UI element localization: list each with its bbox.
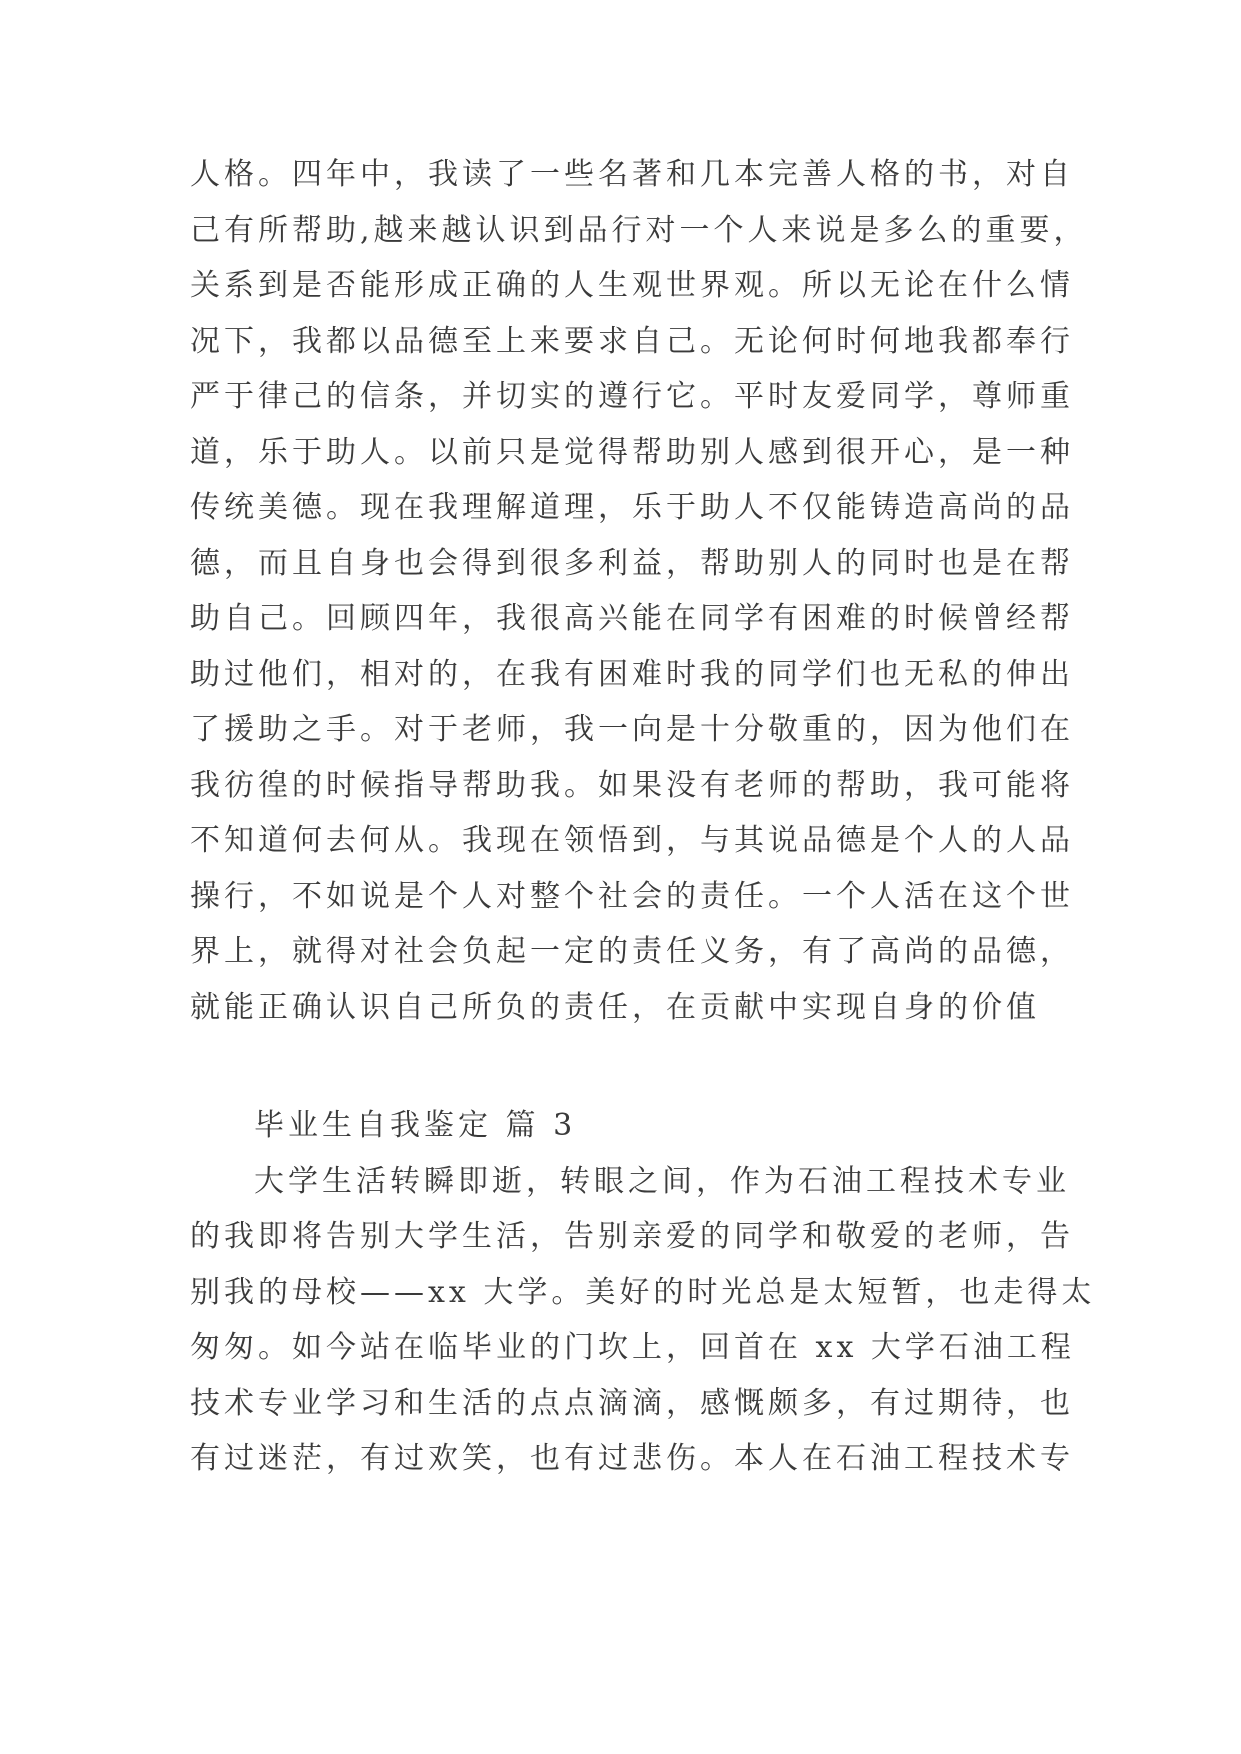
paragraph-line: 助自己。回顾四年，我很高兴能在同学有困难的时候曾经帮 [190,601,1074,636]
paragraph-line: 界上，就得对社会负起一定的责任义务，有了高尚的品德， [190,934,1074,969]
paragraph-line: 助过他们，相对的，在我有困难时我的同学们也无私的伸出 [190,657,1074,692]
paragraph-line: 道，乐于助人。以前只是觉得帮助别人感到很开心，是一种 [190,435,1074,470]
paragraph-line: 有过迷茫，有过欢笑，也有过悲伤。本人在石油工程技术专 [190,1441,1074,1476]
paragraph-line: 了援助之手。对于老师，我一向是十分敬重的，因为他们在 [190,712,1074,747]
paragraph-line: 就能正确认识自己所负的责任，在贡献中实现自身的价值 [190,990,1040,1025]
paragraph-line: 操行，不如说是个人对整个社会的责任。一个人活在这个世 [190,879,1074,914]
paragraph-line: 人格。四年中，我读了一些名著和几本完善人格的书，对自 [190,157,1074,192]
paragraph-line: 技术专业学习和生活的点点滴滴，感慨颇多，有过期待，也 [190,1386,1074,1421]
paragraph-line: 的我即将告别大学生活，告别亲爱的同学和敬爱的老师，告 [190,1219,1074,1254]
section-heading: 毕业生自我鉴定 篇 3 [254,1108,577,1143]
paragraph-line: 况下，我都以品德至上来要求自己。无论何时何地我都奉行 [190,324,1074,359]
paragraph-line: 传统美德。现在我理解道理，乐于助人不仅能铸造高尚的品 [190,490,1074,525]
paragraph-line: 关系到是否能形成正确的人生观世界观。所以无论在什么情 [190,268,1074,303]
paragraph-line: 大学生活转瞬即逝，转眼之间，作为石油工程技术专业 [254,1164,1070,1199]
paragraph-line: 己有所帮助,越来越认识到品行对一个人来说是多么的重要， [190,213,1088,248]
paragraph-line: 别我的母校——xx 大学。美好的时光总是太短暂，也走得太 [190,1275,1096,1310]
paragraph-line: 匆匆。如今站在临毕业的门坎上，回首在 xx 大学石油工程 [190,1330,1075,1365]
paragraph-line: 我彷徨的时候指导帮助我。如果没有老师的帮助，我可能将 [190,768,1074,803]
paragraph-line: 严于律己的信条，并切实的遵行它。平时友爱同学，尊师重 [190,379,1074,414]
paragraph-line: 不知道何去何从。我现在领悟到，与其说品德是个人的人品 [190,823,1074,858]
paragraph-line: 德，而且自身也会得到很多利益，帮助别人的同时也是在帮 [190,546,1074,581]
